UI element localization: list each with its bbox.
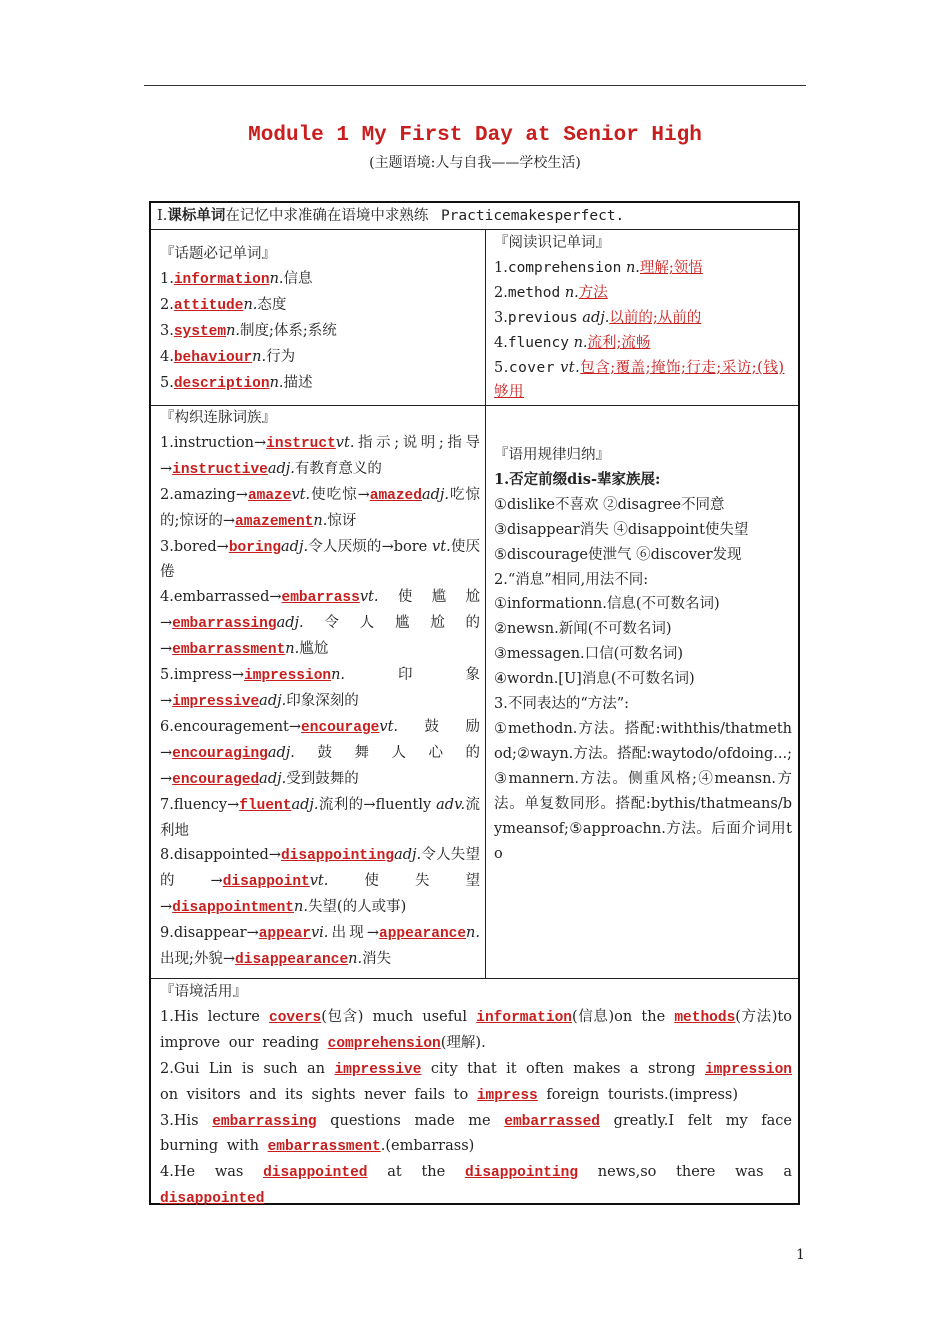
- row-divider: [151, 978, 798, 979]
- list-item: 4.fluency n.流利;流畅: [494, 334, 651, 351]
- context-practice: 『语境活用』 1.His lecture covers(包含) much useful information(信息)on the methods(方法)to improve our reading comprehension(理解). 2.Gui Lin is such an impressive city that it often makes a strong impression on visitors and its sights never fails to impress foreign tourists.(impress) 3.His embarrassing questions made me embarrassed greatly.I felt my face burning with embarrassment.(embarrass) 4.He was disappointed at the disappointing news,so there was a disappointed: [160, 980, 792, 1212]
- section-header: Ⅰ.课标单词在记忆中求准确在语境中求熟练 Practicemakesperfect.: [157, 207, 625, 224]
- list-item: 1.comprehension n.理解;领悟: [494, 259, 703, 276]
- list-item: 4.embarrassed→embarrassvt.使尴尬→embarrassingadj.令人尴尬的→embarrassmentn.尴尬: [160, 589, 480, 659]
- column-divider: [485, 229, 486, 978]
- list-item: ④wordn.[U]消息(不可数名词): [494, 671, 695, 688]
- list-item: 9.disappear→appearvi.出现→appearancen.出现;外貌→disappearancen.消失: [160, 925, 480, 969]
- vocab-table: [149, 201, 800, 1208]
- list-item: ③disappear消失 ④disappoint使失望: [494, 521, 749, 538]
- page-title: Module 1 My First Day at Senior High: [248, 124, 702, 147]
- list-item: 3.bored→boringadj.令人厌烦的→bore vt.使厌倦: [160, 538, 481, 581]
- list-item: 1.informationn.信息: [160, 270, 313, 288]
- list-item: 5.descriptionn.描述: [160, 374, 313, 392]
- top-rule: [144, 85, 806, 86]
- list-item: 1.instruction→instructvt.指示;说明;指导→instructiveadj.有教育意义的: [160, 434, 480, 478]
- row-divider: [151, 229, 798, 230]
- list-item: ⑤discourage使泄气 ⑥discover发现: [494, 546, 742, 563]
- list-item: ②newsn.新闻(不可数名词): [494, 621, 672, 638]
- list-item: 3.systemn.制度;体系;系统: [160, 322, 337, 340]
- list-item: ③messagen.口信(可数名词): [494, 646, 683, 663]
- list-item: 3.previous adj.以前的;从前的: [494, 309, 702, 326]
- sentence: 1.His lecture covers(包含) much useful information(信息)on the methods(方法)to improve our reading comprehension(理解).: [160, 1008, 792, 1052]
- sentence: 4.He was disappointed at the disappointing news,so there was a disappointed: [160, 1164, 792, 1208]
- list-item: 2.method n.方法: [494, 284, 608, 301]
- page-number: 1: [796, 1247, 805, 1263]
- list-item: 5.cover vt.包含;覆盖;掩饰;行走;采访;(钱)够用: [494, 359, 785, 401]
- list-item: 5.impress→impressionn.印象→impressiveadj.印象深刻的: [160, 667, 480, 710]
- list-item: ①methodn.方法。搭配:withthis/thatmethod;②wayn.方法。搭配:waytodo/ofdoing...;③mannern.方法。侧重风格;④meansn.方法。单复数同形。搭配:bythis/thatmeans/bymeansof;⑤approachn.方法。后面介词用to: [494, 720, 792, 862]
- list-item: 6.encouragement→encouragevt.鼓励→encouragingadj.鼓舞人心的→encouragedadj.受到鼓舞的: [160, 718, 480, 788]
- word-family: 『构织连脉词族』 1.instruction→instructvt.指示;说明;指导→instructiveadj.有教育意义的 2.amazing→amazevt.使吃惊→amazedadj.吃惊的;惊讶的→amazementn.惊讶 3.bored→boringadj.令人厌烦的→bore vt.使厌倦 4.embarrassed→embarrassvt.使尴尬→embarrassingadj.令人尴尬的→embarrassmentn.尴尬 5.impress→impressionn.印象→impressiveadj.印象深刻的 6.encouragement→encouragevt.鼓励→encouragingadj.鼓舞人心的→encouragedadj.受到鼓舞的 7.fluency→fluentadj.流利的→fluently adv.流利地 8.disappointed→disappointingadj.令人失望的→disappointvt.使失望→disappointmentn.失望(的人或事) 9.disappear→appearvi.出现→appearancen.出现;外貌→disappearancen.消失: [160, 406, 480, 973]
- list-item: 7.fluency→fluentadj.流利的→fluently adv.流利地: [160, 796, 481, 839]
- usage-rules: 『语用规律归纳』 1.否定前缀dis-辈家族展: ①dislike不喜欢 ②disagree不同意 ③disappear消失 ④disappoint使失望 ⑤discourage使泄气 ⑥discover发现 2.“消息”相同,用法不同: ①informationn.信息(不可数名词) ②newsn.新闻(不可数名词) ③messagen.口信(可数名词) ④wordn.[U]消息(不可数名词) 3.不同表达的“方法”: ①methodn.方法。搭配:withthis/thatmethod;②wayn.方法。搭配:waytodo/ofdoing...;③mannern.方法。侧重风格;④meansn.方法。单复数同形。搭配:bythis/thatmeans/bymeansof;⑤approachn.方法。后面介词用to: [494, 443, 792, 866]
- page-subtitle: (主题语境:人与自我——学校生活): [369, 155, 581, 171]
- sentence: 3.His embarrassing questions made me embarrassed greatly.I felt my face burning with embarrassment.(embarrass): [160, 1112, 792, 1156]
- list-item: 2.attituden.态度: [160, 296, 287, 314]
- list-item: 8.disappointed→disappointingadj.令人失望的→disappointvt.使失望→disappointmentn.失望(的人或事): [160, 847, 480, 917]
- sentence: 2.Gui Lin is such an impressive city that it often makes a strong impression on visitors and its sights never fails to impress foreign tourists.(impress): [160, 1060, 792, 1104]
- list-item: 4.behaviourn.行为: [160, 348, 296, 366]
- list-item: 2.amazing→amazevt.使吃惊→amazedadj.吃惊的;惊讶的→amazementn.惊讶: [160, 486, 481, 530]
- list-item: ①dislike不喜欢 ②disagree不同意: [494, 496, 725, 513]
- list-item: ①informationn.信息(不可数名词): [494, 596, 720, 613]
- topic-words: 『话题必记单词』 1.informationn.信息 2.attituden.态度 3.systemn.制度;体系;系统 4.behaviourn.行为 5.descriptionn.描述: [160, 242, 478, 396]
- reading-words: 『阅读识记单词』 1.comprehension n.理解;领悟 2.method n.方法 3.previous adj.以前的;从前的 4.fluency n.流利;流畅 5.cover vt.包含;覆盖;掩饰;行走;采访;(钱)够用: [494, 231, 794, 405]
